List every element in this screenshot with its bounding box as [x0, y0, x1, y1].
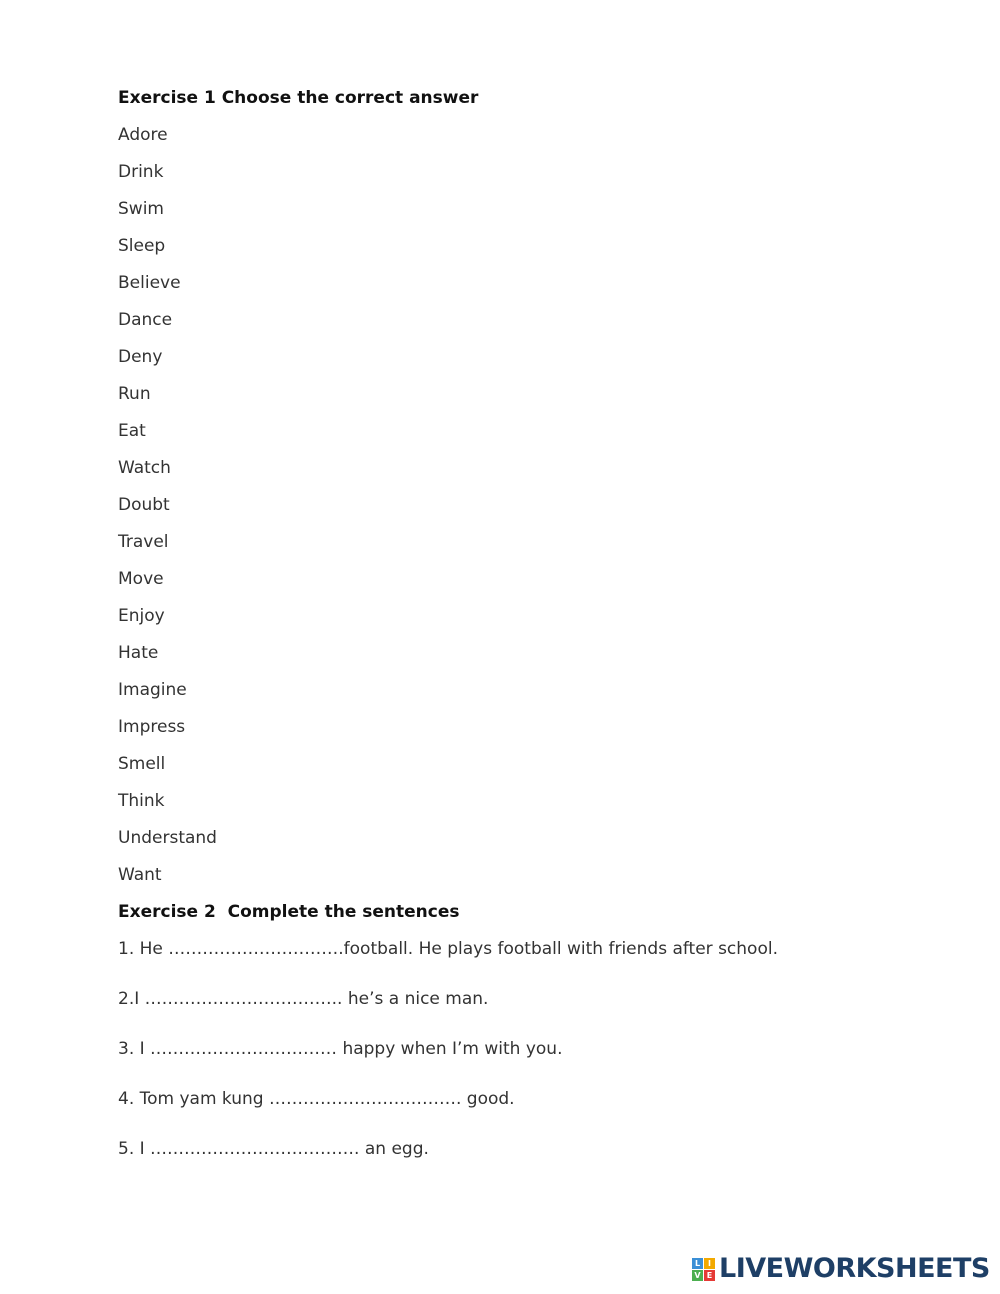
word-item: Doubt: [118, 495, 170, 515]
sentence-item: 1. He ………………………….football. He plays football with friends after school.: [118, 939, 778, 959]
sentence-item: 4. Tom yam kung ……………………………. good.: [118, 1089, 515, 1109]
logo-text: LIVEWORKSHEETS: [719, 1253, 990, 1284]
word-item: Swim: [118, 199, 164, 219]
logo-block: V: [692, 1270, 703, 1281]
logo-blocks-icon: [692, 1258, 715, 1281]
word-item: Enjoy: [118, 606, 165, 626]
exercise-1-title: Exercise 1 Choose the correct answer: [118, 88, 479, 108]
word-item: Run: [118, 384, 151, 404]
worksheet: [118, 86, 938, 1187]
liveworksheets-logo: [692, 1254, 990, 1284]
word-item: Believe: [118, 273, 181, 293]
word-item: Think: [118, 791, 165, 811]
word-item: Hate: [118, 643, 159, 663]
sentence-list: [118, 937, 938, 1187]
word-item: Drink: [118, 162, 164, 182]
logo-block: L: [692, 1258, 703, 1269]
word-item: Want: [118, 865, 162, 885]
logo-block: I: [704, 1258, 715, 1269]
word-item: Travel: [118, 532, 169, 552]
word-item: Eat: [118, 421, 146, 441]
word-list: [118, 123, 938, 900]
word-item: Sleep: [118, 236, 166, 256]
logo-block: E: [704, 1270, 715, 1281]
word-item: Imagine: [118, 680, 187, 700]
word-item: Watch: [118, 458, 171, 478]
word-item: Move: [118, 569, 164, 589]
sentence-item: 2.I …………………………….. he’s a nice man.: [118, 989, 489, 1009]
sentence-item: 3. I …………………………… happy when I’m with you.: [118, 1039, 563, 1059]
exercise-2-title: Exercise 2 Complete the sentences: [118, 902, 460, 922]
sentence-item: 5. I ………………………………. an egg.: [118, 1139, 429, 1159]
word-item: Adore: [118, 125, 168, 145]
word-item: Impress: [118, 717, 186, 737]
word-item: Understand: [118, 828, 217, 848]
word-item: Smell: [118, 754, 166, 774]
word-item: Deny: [118, 347, 163, 367]
word-item: Dance: [118, 310, 173, 330]
